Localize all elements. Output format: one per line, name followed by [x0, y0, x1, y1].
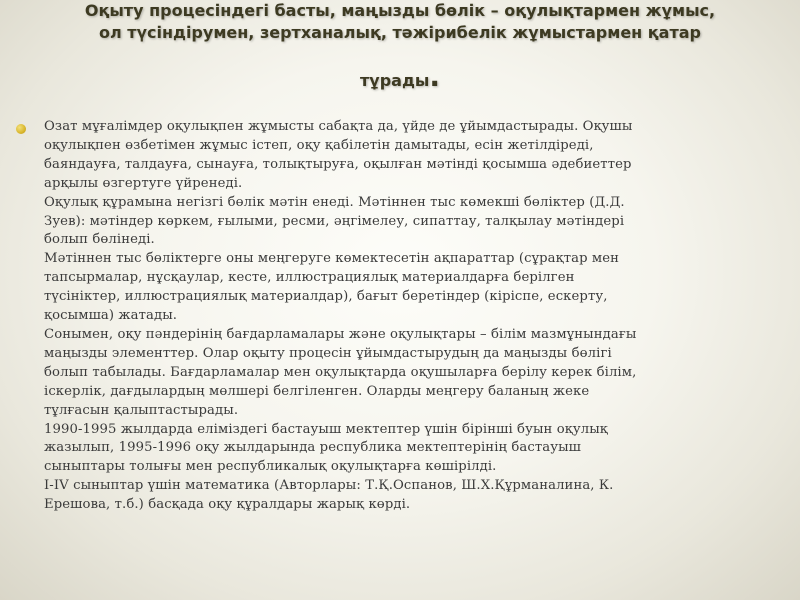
title-line-1: Оқыту процесіндегі басты, маңызды бөлік – оқулықтармен жұмыс,	[84, 1, 716, 20]
bullet-icon	[16, 124, 26, 134]
text-line: болып бөлінеді.	[44, 232, 155, 248]
title-line-3	[20, 60, 780, 93]
text-line: оқулықпен өзбетімен жұмыс істеп, оқу қабілетін дамытады, есін жетілдіреді,	[44, 137, 594, 153]
text-line: Ерешова, т.б.) басқада оқу құралдары жарық көрді.	[44, 497, 411, 513]
paragraph-6	[44, 477, 744, 515]
text-line: сыныптары толығы мен республикалық оқулықтарға көшірілді.	[44, 459, 497, 475]
text-line: тапсырмалар, нұсқаулар, кесте, иллюстрациялық материалдарға берілген	[44, 270, 575, 286]
text-line: Сонымен, оқу пәндерінің бағдарламалары және оқулықтары – білім мазмұнындағы	[44, 326, 637, 342]
text-line: Мәтіннен тыс бөліктерге оны меңгеруге көмектесетін ақпараттар (сұрақтар мен	[44, 251, 620, 267]
text-line: Оқулық құрамына негізгі бөлік мәтін енеді. Мәтіннен тыс көмекші бөліктер (Д.Д.	[44, 194, 625, 210]
text-line: І-ІV сыныптар үшін математика (Авторлары: Т.Қ.Оспанов, Ш.Х.Құрманалина, К.	[44, 478, 614, 494]
slide-title	[20, 0, 780, 92]
text-line: іскерлік, дағдылардың мөлшері белгіленген. Оларды меңгеру баланың жеке	[44, 383, 590, 399]
text-line: 1990-1995 жылдарда еліміздегі бастауыш мектептер үшін бірінші буын оқулық	[44, 421, 608, 437]
body-content	[44, 118, 744, 515]
paragraph-5	[44, 421, 744, 478]
paragraph-3	[44, 250, 744, 326]
text-line: болып табылады. Бағдарламалар мен оқулықтарда оқушыларға берілу керек білім,	[44, 364, 637, 380]
text-line: Озат мұғалімдер оқулықпен жұмысты сабақта да, үйде де ұйымдастырады. Оқушы	[44, 119, 633, 134]
title-line-2: ол түсіндірумен, зертханалық, тәжірибелік жұмыстармен қатар	[99, 23, 701, 42]
text-line: баяндауға, талдауға, сынауға, толықтыруға, оқылған мәтінді қосымша әдебиеттер	[44, 156, 632, 172]
text-line: арқылы өзгертуге үйренеді.	[44, 175, 243, 191]
text-line: маңызды элементтер. Олар оқыту процесін ұйымдастырудың да маңызды бөлігі	[44, 345, 612, 361]
paragraph-4	[44, 326, 744, 421]
text-line: түсініктер, иллюстрациялық материалдар), бағыт беретіндер (кіріспе, ескерту,	[44, 289, 608, 305]
title-period: .	[429, 60, 440, 93]
text-line: жазылып, 1995-1996 оқу жылдарында республика мектептерінің бастауыш	[44, 440, 582, 456]
text-line: тұлғасын қалыптастырады.	[44, 402, 239, 418]
paragraph-2	[44, 194, 744, 251]
text-line: қосымша) жатады.	[44, 308, 178, 324]
title-line-3-text: тұрады	[360, 71, 430, 90]
text-line: Зуев): мәтіндер көркем, ғылыми, ресми, әңгімелеу, сипаттау, талқылау мәтіндері	[44, 213, 625, 229]
paragraph-1	[44, 118, 744, 194]
